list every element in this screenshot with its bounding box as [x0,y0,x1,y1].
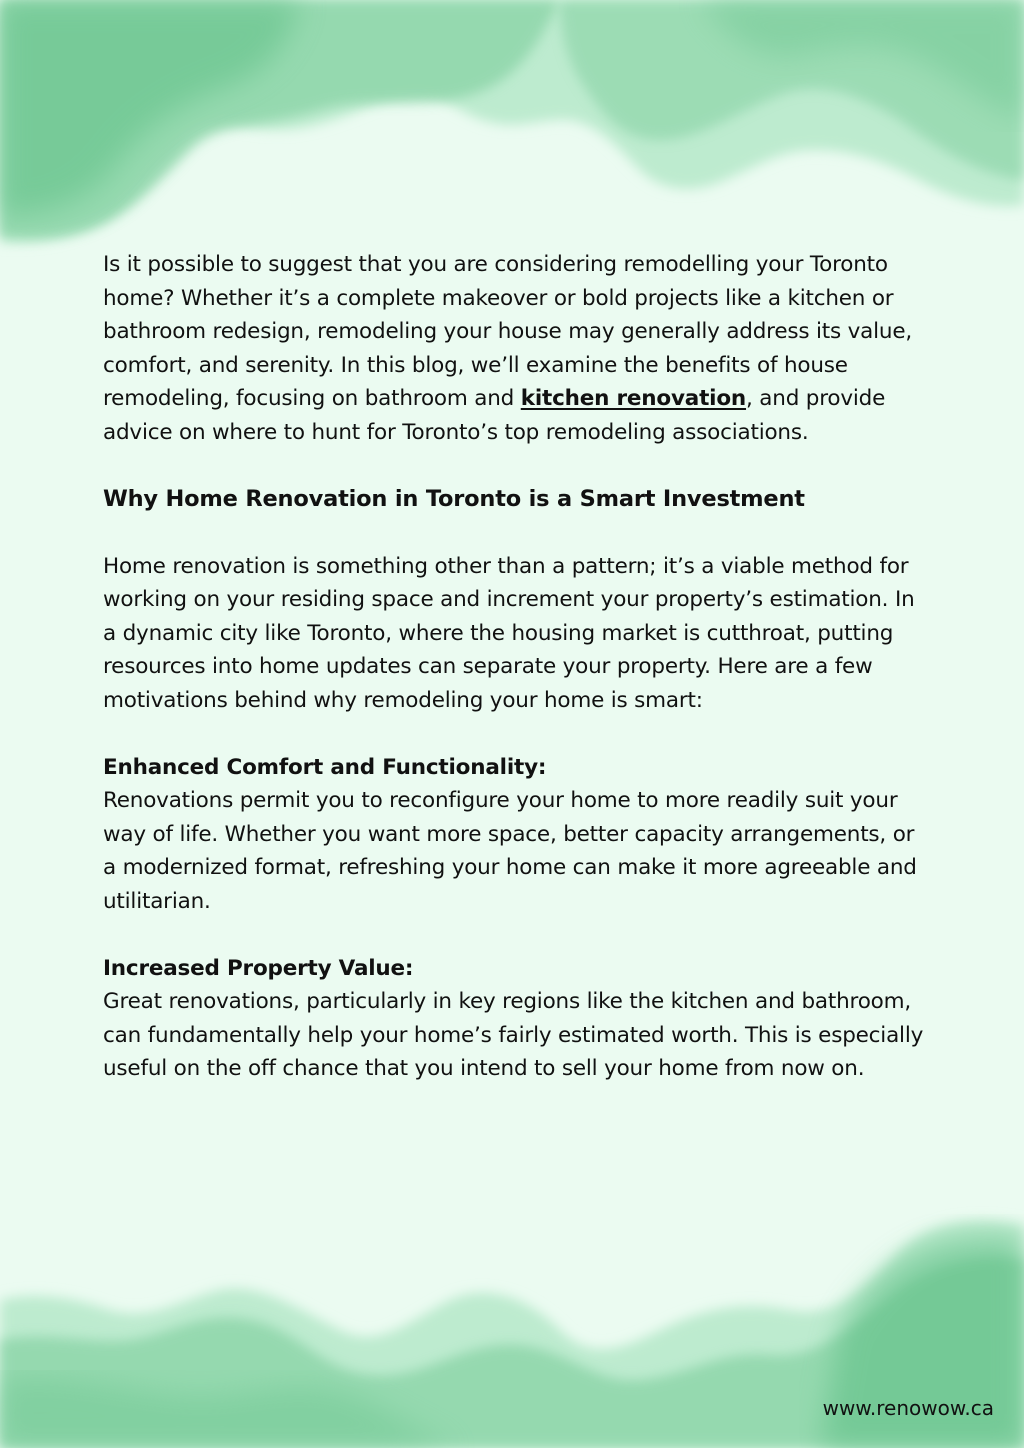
section-paragraph: Home renovation is something other than a pattern; it’s a viable method for working on your residing space and increment your property’s estimation. In a dynamic city like Toronto, where the housing market is cutthroat, putting resources into home updates can separate your property. Here are a few motivations behind why remodeling your home is smart: [103,553,915,713]
website-url[interactable]: www.renowow.ca [822,1396,994,1420]
benefit-title-value: Increased Property Value: [103,955,414,981]
intro-paragraph [103,248,933,449]
top-watercolor [0,0,1024,243]
section-heading: Why Home Renovation in Toronto is a Smart Investment [103,485,805,512]
intro-text-after-link: , and provide advice on where to hunt for Toronto’s top remodeling associations. [103,386,886,445]
benefit-body-comfort: Renovations permit you to reconfigure your home to more readily suit your way of life. Whether you want more space, better capacity arrangements, or a modernized format, refreshing your home can make it more agreeable and utilitarian. [103,788,917,914]
article-body [103,248,933,1086]
benefit-body-value: Great renovations, particularly in key regions like the kitchen and bathroom, can fundamentally help your home’s fairly estimated worth. This is especially useful on the off chance that you intend to sell your home from now on. [103,989,924,1081]
intro-text-before-link: Is it possible to suggest that you are considering remodelling your Toronto home? Whether it’s a complete makeover or bold projects like a kitchen or bathroom redesign, remodeling your house may generally address its value, comfort, and serenity. In this blog, we’ll examine the benefits of house remodeling, focusing on bathroom and [103,252,913,411]
benefit-title-comfort: Enhanced Comfort and Functionality: [103,754,547,780]
kitchen-renovation-link[interactable]: kitchen renovation [520,386,747,411]
